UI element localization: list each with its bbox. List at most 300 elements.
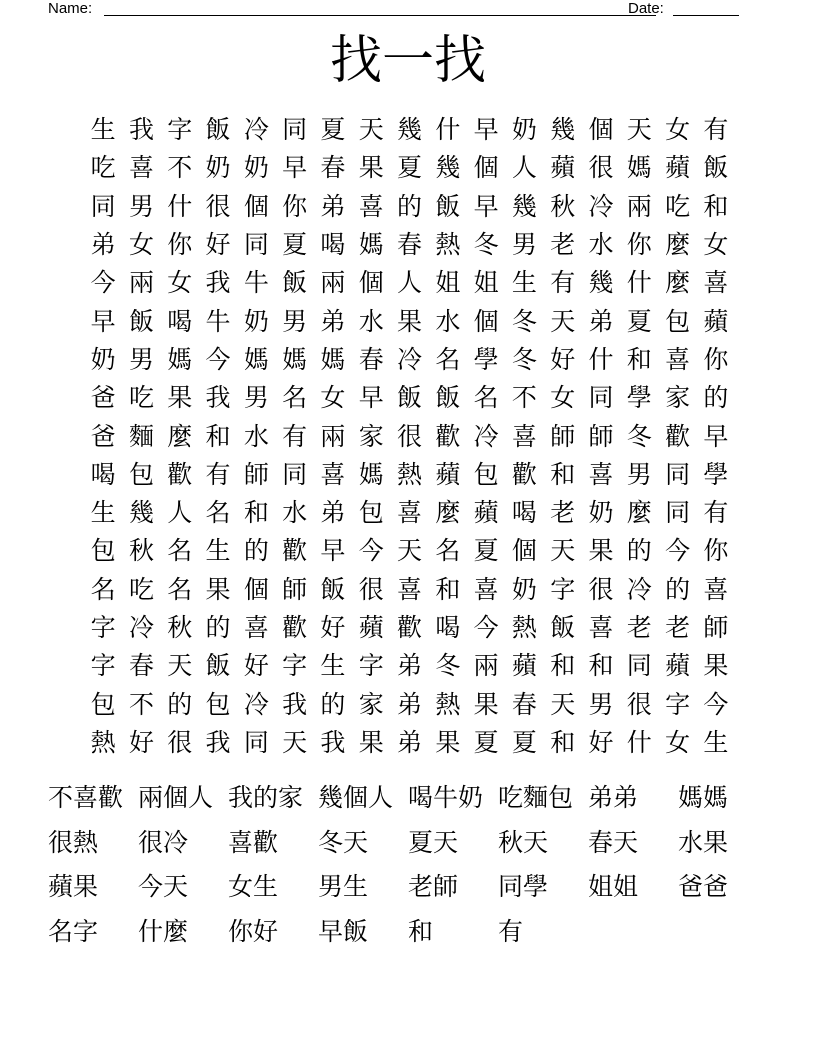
grid-cell: 夏: [397, 153, 423, 183]
grid-cell: 什: [167, 191, 193, 221]
grid-row: [84, 456, 735, 494]
grid-cell: 蘋: [665, 651, 691, 681]
grid-cell: 男: [626, 459, 652, 489]
grid-cell: 秋: [167, 613, 193, 642]
word-bank-item: 姐姐: [588, 872, 639, 902]
grid-cell: 麵: [128, 421, 154, 451]
grid-cell: 的: [205, 613, 231, 642]
grid-cell: 老: [550, 230, 576, 260]
grid-cell: 男: [243, 383, 269, 413]
grid-cell: 水: [435, 306, 461, 336]
grid-cell: 春: [511, 689, 537, 719]
grid-cell: 很: [397, 421, 423, 451]
grid-cell: 蘋: [665, 153, 691, 183]
grid-cell: 我: [205, 727, 231, 757]
grid-cell: 冬: [473, 230, 499, 260]
grid-cell: 天: [397, 536, 423, 566]
grid-cell: 老: [550, 498, 576, 528]
grid-cell: 牛: [205, 306, 231, 336]
grid-cell: 名: [167, 536, 193, 566]
word-bank-item: 名字: [48, 916, 99, 946]
grid-cell: 好: [320, 613, 346, 642]
grid-cell: 媽: [626, 153, 652, 183]
grid-cell: 很: [167, 727, 193, 757]
grid-cell: 吃: [665, 191, 691, 221]
grid-cell: 奶: [205, 153, 231, 183]
grid-cell: 人: [511, 153, 537, 183]
grid-cell: 喝: [167, 306, 193, 336]
grid-cell: 奶: [511, 574, 537, 604]
grid-cell: 冬: [626, 421, 652, 451]
grid-cell: 爸: [90, 383, 116, 413]
grid-cell: 有: [703, 115, 729, 145]
word-bank-item: 秋天: [498, 827, 549, 857]
grid-cell: 老: [626, 613, 652, 642]
grid-cell: 的: [320, 689, 346, 719]
grid-cell: 果: [435, 727, 461, 757]
word-bank-item: 弟弟: [588, 783, 639, 813]
grid-cell: 媽: [358, 459, 384, 489]
grid-cell: 喜: [703, 268, 729, 298]
grid-cell: 字: [167, 115, 193, 145]
grid-cell: 熱: [435, 230, 461, 260]
grid-cell: 幾: [397, 115, 423, 145]
grid-cell: 今: [358, 536, 384, 566]
grid-cell: 喜: [397, 498, 423, 528]
grid-cell: 同: [243, 230, 269, 260]
grid-cell: 果: [588, 536, 614, 566]
word-bank-item: 媽媽: [678, 783, 729, 813]
grid-cell: 熱: [511, 613, 537, 642]
grid-cell: 夏: [626, 306, 652, 336]
grid-cell: 個: [358, 268, 384, 298]
grid-cell: 男: [588, 689, 614, 719]
grid-cell: 歡: [397, 613, 423, 642]
word-bank-item: 有: [498, 916, 524, 946]
grid-cell: 熱: [435, 689, 461, 719]
grid-cell: 水: [588, 230, 614, 260]
grid-cell: 同: [665, 459, 691, 489]
grid-cell: 飯: [282, 268, 308, 298]
grid-cell: 弟: [320, 191, 346, 221]
grid-cell: 學: [703, 459, 729, 489]
grid-cell: 春: [358, 344, 384, 374]
grid-cell: 女: [128, 230, 154, 260]
grid-row: [84, 417, 735, 455]
grid-cell: 兩: [626, 191, 652, 221]
grid-cell: 麼: [626, 498, 652, 528]
word-bank-item: 不喜歡: [48, 783, 124, 813]
grid-cell: 不: [128, 689, 154, 719]
grid-cell: 的: [397, 191, 423, 221]
date-label: Date:: [628, 0, 664, 17]
grid-cell: 喜: [243, 613, 269, 642]
grid-cell: 女: [167, 268, 193, 298]
date-blank-line: [673, 0, 739, 16]
grid-row: [84, 494, 735, 532]
grid-cell: 麼: [665, 230, 691, 260]
grid-cell: 同: [90, 191, 116, 221]
word-bank-item: 吃麵包: [498, 783, 574, 813]
grid-cell: 名: [473, 383, 499, 413]
grid-cell: 生: [205, 536, 231, 566]
grid-cell: 吃: [128, 383, 154, 413]
grid-cell: 天: [167, 651, 193, 681]
grid-cell: 個: [473, 153, 499, 183]
grid-cell: 學: [473, 344, 499, 374]
grid-cell: 同: [626, 651, 652, 681]
grid-cell: 飯: [435, 191, 461, 221]
grid-cell: 喝: [320, 230, 346, 260]
grid-cell: 媽: [167, 344, 193, 374]
grid-cell: 女: [665, 115, 691, 145]
grid-cell: 包: [128, 459, 154, 489]
grid-cell: 很: [588, 574, 614, 604]
grid-cell: 今: [473, 613, 499, 642]
grid-cell: 好: [128, 727, 154, 757]
grid-cell: 弟: [397, 651, 423, 681]
grid-cell: 喜: [320, 459, 346, 489]
grid-cell: 師: [282, 574, 308, 604]
grid-cell: 喝: [90, 459, 116, 489]
grid-cell: 的: [626, 536, 652, 566]
grid-cell: 字: [550, 574, 576, 604]
grid-cell: 很: [205, 191, 231, 221]
grid-cell: 兩: [320, 421, 346, 451]
word-bank-item: 什麼: [138, 916, 189, 946]
word-bank-item: 爸爸: [678, 872, 729, 902]
grid-cell: 早: [358, 383, 384, 413]
grid-cell: 好: [205, 230, 231, 260]
page-title: 找一找: [329, 31, 486, 91]
grid-cell: 飯: [320, 574, 346, 604]
grid-cell: 歡: [435, 421, 461, 451]
grid-cell: 有: [205, 459, 231, 489]
grid-cell: 夏: [320, 115, 346, 145]
grid-cell: 我: [320, 727, 346, 757]
grid-cell: 和: [435, 574, 461, 604]
grid-cell: 蘋: [358, 613, 384, 642]
grid-cell: 師: [550, 421, 576, 451]
grid-cell: 早: [320, 536, 346, 566]
grid-row: [84, 188, 735, 226]
grid-cell: 包: [90, 689, 116, 719]
grid-cell: 吃: [128, 574, 154, 604]
grid-cell: 個: [243, 574, 269, 604]
grid-cell: 你: [282, 191, 308, 221]
grid-row: [84, 226, 735, 264]
grid-cell: 喜: [128, 153, 154, 183]
word-bank-item: 夏天: [408, 827, 459, 857]
grid-cell: 今: [205, 344, 231, 374]
grid-cell: 冷: [397, 344, 423, 374]
word-bank-item: 喜歡: [228, 827, 279, 857]
grid-cell: 我: [128, 115, 154, 145]
grid-cell: 字: [665, 689, 691, 719]
word-bank-row: [48, 910, 768, 955]
grid-cell: 蘋: [473, 498, 499, 528]
grid-cell: 什: [435, 115, 461, 145]
grid-cell: 幾: [435, 153, 461, 183]
grid-cell: 包: [473, 459, 499, 489]
grid-cell: 好: [588, 727, 614, 757]
grid-row: [84, 685, 735, 723]
grid-cell: 果: [205, 574, 231, 604]
grid-cell: 幾: [511, 191, 537, 221]
grid-row: [84, 111, 735, 149]
grid-cell: 歡: [167, 459, 193, 489]
word-bank-item: 冬天: [318, 827, 369, 857]
grid-cell: 早: [282, 153, 308, 183]
grid-cell: 師: [588, 421, 614, 451]
grid-cell: 喜: [473, 574, 499, 604]
grid-cell: 夏: [473, 727, 499, 757]
word-bank-item: 兩個人: [138, 783, 214, 813]
grid-cell: 包: [205, 689, 231, 719]
grid-cell: 夏: [282, 230, 308, 260]
grid-cell: 今: [90, 268, 116, 298]
grid-cell: 很: [626, 689, 652, 719]
grid-cell: 男: [128, 191, 154, 221]
grid-cell: 喜: [588, 459, 614, 489]
grid-cell: 我: [205, 268, 231, 298]
grid-cell: 喜: [511, 421, 537, 451]
grid-cell: 姐: [435, 268, 461, 298]
grid-cell: 水: [282, 498, 308, 528]
grid-cell: 喜: [358, 191, 384, 221]
grid-cell: 生: [90, 115, 116, 145]
word-bank-item: 你好: [228, 916, 279, 946]
word-bank-item: 同學: [498, 872, 549, 902]
grid-cell: 果: [473, 689, 499, 719]
grid-cell: 個: [243, 191, 269, 221]
grid-cell: 弟: [397, 727, 423, 757]
grid-cell: 果: [358, 727, 384, 757]
grid-cell: 幾: [588, 268, 614, 298]
grid-cell: 的: [665, 574, 691, 604]
word-search-grid: [84, 111, 735, 762]
grid-cell: 水: [243, 421, 269, 451]
grid-row: [84, 149, 735, 187]
word-bank-item: 和: [408, 916, 434, 946]
grid-cell: 冬: [435, 651, 461, 681]
grid-cell: 秋: [128, 536, 154, 566]
grid-cell: 男: [128, 344, 154, 374]
grid-cell: 早: [473, 191, 499, 221]
grid-cell: 媽: [282, 344, 308, 374]
grid-cell: 字: [358, 651, 384, 681]
grid-cell: 冷: [128, 613, 154, 642]
grid-cell: 什: [588, 344, 614, 374]
grid-cell: 學: [626, 383, 652, 413]
grid-cell: 蘋: [550, 153, 576, 183]
grid-cell: 飯: [205, 115, 231, 145]
grid-cell: 奶: [511, 115, 537, 145]
grid-cell: 名: [282, 383, 308, 413]
grid-cell: 有: [550, 268, 576, 298]
grid-row: [84, 264, 735, 302]
grid-cell: 水: [358, 306, 384, 336]
grid-cell: 同: [588, 383, 614, 413]
grid-cell: 今: [703, 689, 729, 719]
grid-cell: 幾: [128, 498, 154, 528]
grid-cell: 家: [665, 383, 691, 413]
grid-cell: 弟: [320, 498, 346, 528]
grid-cell: 很: [588, 153, 614, 183]
grid-cell: 生: [320, 651, 346, 681]
grid-cell: 生: [90, 498, 116, 528]
grid-cell: 牛: [243, 268, 269, 298]
grid-cell: 冷: [243, 115, 269, 145]
word-bank-item: 我的家: [228, 783, 304, 813]
header-row: [48, 0, 748, 20]
grid-cell: 字: [282, 651, 308, 681]
grid-cell: 果: [397, 306, 423, 336]
grid-cell: 個: [588, 115, 614, 145]
grid-cell: 喝: [435, 613, 461, 642]
grid-cell: 和: [205, 421, 231, 451]
grid-cell: 和: [243, 498, 269, 528]
grid-cell: 奶: [90, 344, 116, 374]
grid-cell: 蘋: [511, 651, 537, 681]
grid-cell: 奶: [243, 153, 269, 183]
word-bank-item: 喝牛奶: [408, 783, 484, 813]
grid-cell: 師: [243, 459, 269, 489]
grid-cell: 冷: [626, 574, 652, 604]
grid-cell: 字: [90, 651, 116, 681]
grid-cell: 吃: [90, 153, 116, 183]
grid-cell: 的: [703, 383, 729, 413]
grid-cell: 冬: [511, 306, 537, 336]
grid-cell: 好: [243, 651, 269, 681]
grid-cell: 和: [550, 651, 576, 681]
grid-cell: 的: [243, 536, 269, 566]
grid-cell: 人: [167, 498, 193, 528]
grid-cell: 和: [550, 727, 576, 757]
grid-cell: 和: [588, 651, 614, 681]
grid-cell: 媽: [243, 344, 269, 374]
grid-cell: 飯: [397, 383, 423, 413]
grid-cell: 和: [626, 344, 652, 374]
grid-row: [84, 647, 735, 685]
word-bank-item: 男生: [318, 872, 369, 902]
grid-cell: 歡: [282, 613, 308, 642]
grid-cell: 果: [358, 153, 384, 183]
grid-cell: 喜: [665, 344, 691, 374]
grid-cell: 奶: [243, 306, 269, 336]
grid-row: [84, 379, 735, 417]
grid-cell: 和: [550, 459, 576, 489]
grid-cell: 女: [550, 383, 576, 413]
grid-cell: 和: [703, 191, 729, 221]
grid-row: [84, 341, 735, 379]
grid-cell: 天: [550, 689, 576, 719]
word-bank-item: 很熱: [48, 827, 99, 857]
grid-cell: 不: [167, 153, 193, 183]
grid-cell: 幾: [550, 115, 576, 145]
grid-cell: 早: [703, 421, 729, 451]
grid-cell: 我: [282, 689, 308, 719]
grid-cell: 歡: [282, 536, 308, 566]
grid-cell: 天: [626, 115, 652, 145]
grid-cell: 包: [358, 498, 384, 528]
grid-cell: 有: [703, 498, 729, 528]
grid-cell: 歡: [511, 459, 537, 489]
grid-cell: 奶: [588, 498, 614, 528]
grid-cell: 名: [205, 498, 231, 528]
grid-cell: 同: [282, 459, 308, 489]
grid-cell: 弟: [588, 306, 614, 336]
grid-cell: 歡: [665, 421, 691, 451]
grid-cell: 春: [397, 230, 423, 260]
grid-cell: 你: [167, 230, 193, 260]
grid-cell: 喜: [397, 574, 423, 604]
grid-cell: 的: [167, 689, 193, 719]
grid-cell: 媽: [320, 344, 346, 374]
grid-cell: 名: [167, 574, 193, 604]
grid-cell: 天: [358, 115, 384, 145]
grid-cell: 人: [397, 268, 423, 298]
grid-cell: 天: [550, 306, 576, 336]
grid-cell: 媽: [358, 230, 384, 260]
grid-cell: 飯: [703, 153, 729, 183]
grid-row: [84, 724, 735, 762]
grid-row: [84, 571, 735, 609]
grid-cell: 包: [665, 306, 691, 336]
grid-cell: 早: [90, 306, 116, 336]
grid-cell: 有: [282, 421, 308, 451]
grid-cell: 生: [703, 727, 729, 757]
word-bank: [48, 776, 768, 954]
word-bank-item: 老師: [408, 872, 459, 902]
grid-cell: 喝: [511, 498, 537, 528]
word-bank-item: 很冷: [138, 827, 189, 857]
word-bank-item: 蘋果: [48, 872, 99, 902]
grid-cell: 家: [358, 421, 384, 451]
grid-cell: 冬: [511, 344, 537, 374]
grid-cell: 弟: [397, 689, 423, 719]
grid-cell: 什: [626, 727, 652, 757]
grid-cell: 天: [282, 727, 308, 757]
word-bank-row: [48, 821, 768, 866]
grid-cell: 蘋: [435, 459, 461, 489]
grid-cell: 你: [703, 536, 729, 566]
grid-cell: 春: [320, 153, 346, 183]
word-bank-item: 早飯: [318, 916, 369, 946]
grid-cell: 女: [320, 383, 346, 413]
grid-cell: 春: [128, 651, 154, 681]
grid-row: [84, 302, 735, 340]
grid-cell: 好: [550, 344, 576, 374]
grid-cell: 熱: [90, 727, 116, 757]
grid-cell: 秋: [550, 191, 576, 221]
grid-cell: 弟: [90, 230, 116, 260]
word-bank-item: 幾個人: [318, 783, 394, 813]
name-blank-line: [104, 0, 656, 16]
grid-cell: 夏: [473, 536, 499, 566]
grid-cell: 師: [703, 613, 729, 642]
grid-cell: 字: [90, 613, 116, 642]
grid-cell: 早: [473, 115, 499, 145]
grid-cell: 冷: [588, 191, 614, 221]
grid-cell: 男: [511, 230, 537, 260]
grid-cell: 你: [626, 230, 652, 260]
grid-cell: 蘋: [703, 306, 729, 336]
grid-cell: 同: [665, 498, 691, 528]
word-bank-item: 女生: [228, 872, 279, 902]
word-bank-item: 春天: [588, 827, 639, 857]
grid-cell: 飯: [128, 306, 154, 336]
